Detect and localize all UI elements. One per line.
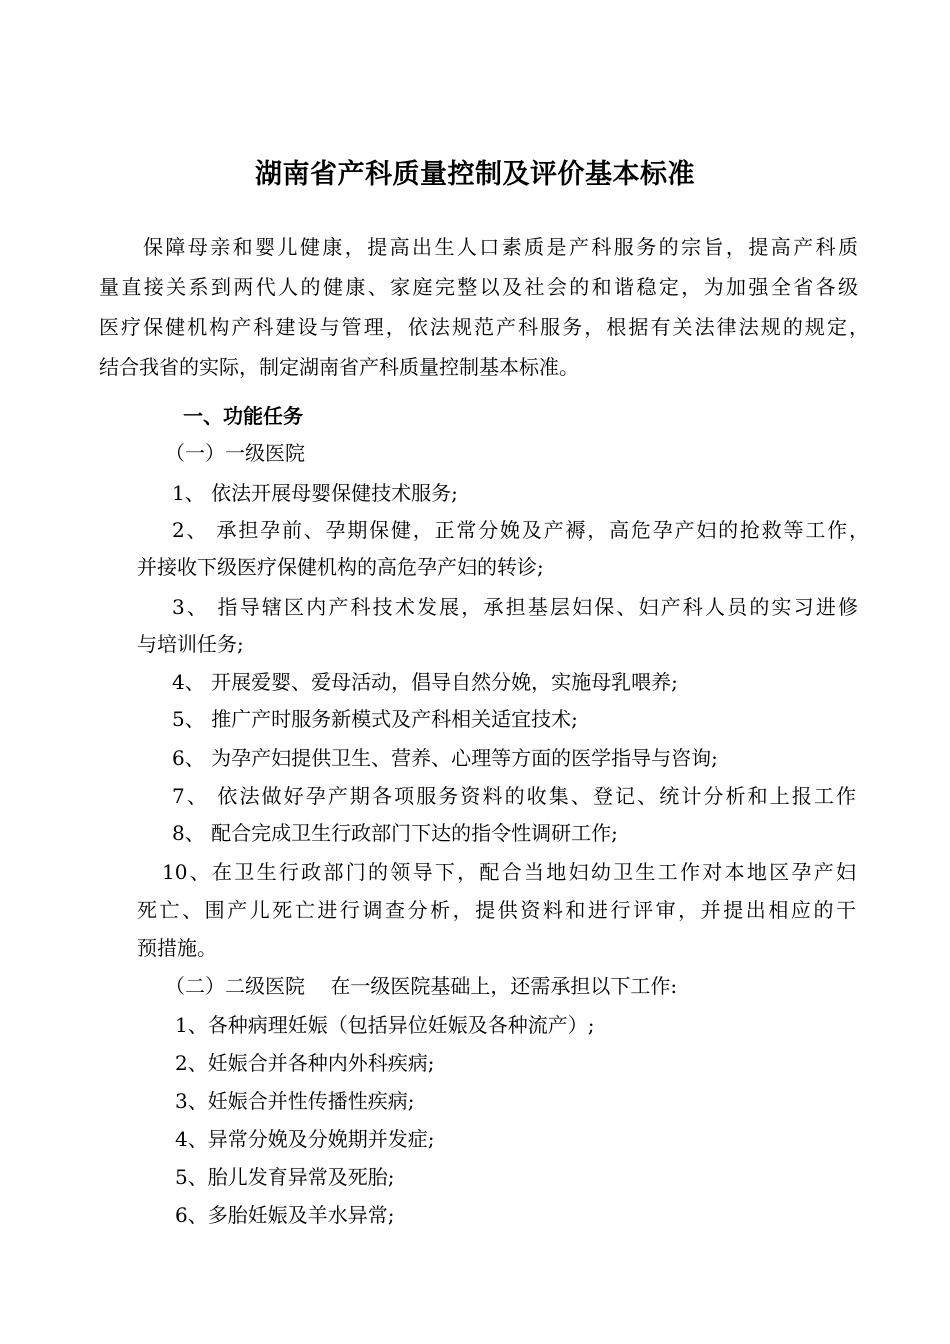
- list-item: 2、妊娠合并各种内外科疾病;: [175, 1051, 435, 1075]
- list-item-continuation: 与培训任务;: [137, 632, 244, 656]
- intro-line: 结合我省的实际，制定湖南省产科质量控制基本标准。: [99, 355, 579, 379]
- list-item: 4、异常分娩及分娩期并发症;: [175, 1127, 435, 1151]
- list-item: 3、 指导辖区内产科技术发展，承担基层妇保、妇产科人员的实习进修: [172, 595, 858, 619]
- document-title: 湖南省产科质量控制及评价基本标准: [255, 159, 695, 190]
- list-item-continuation: 并接收下级医疗保健机构的高危孕产妇的转诊;: [137, 555, 544, 579]
- list-item: 7、 依法做好孕产期各项服务资料的收集、登记、统计分析和上报工作: [172, 784, 856, 808]
- intro-line: 量直接关系到两代人的健康、家庭完整以及社会的和谐稳定，为加强全省各级: [99, 275, 858, 299]
- list-item: 1、 依法开展母婴保健技术服务;: [172, 481, 458, 505]
- list-item: 5、 推广产时服务新模式及产科相关适宜技术;: [172, 707, 578, 731]
- list-item: 2、 承担孕前、孕期保健，正常分娩及产褥，高危孕产妇的抢救等工作，: [172, 518, 869, 542]
- list-item: 6、 为孕产妇提供卫生、营养、心理等方面的医学指导与咨询;: [172, 746, 718, 770]
- list-item: 8、 配合完成卫生行政部门下达的指令性调研工作;: [172, 821, 618, 845]
- list-item: 3、妊娠合并性传播性疾病;: [175, 1089, 415, 1113]
- list-item: 6、多胎妊娠及羊水异常;: [175, 1203, 395, 1227]
- subsection-heading: （一）一级医院: [165, 441, 305, 465]
- subsection-heading: （二）二级医院 在一级医院基础上，还需承担以下工作:: [165, 974, 678, 998]
- list-item-continuation: 死亡、围产儿死亡进行调查分析，提供资料和进行评审，并提出相应的干: [137, 898, 856, 922]
- intro-line: 保障母亲和婴儿健康，提高出生人口素质是产科服务的宗旨，提高产科质: [143, 235, 858, 259]
- intro-line: 医疗保健机构产科建设与管理，依法规范产科服务，根据有关法律法规的规定，: [99, 315, 869, 339]
- list-item: 10、在卫生行政部门的领导下，配合当地妇幼卫生工作对本地区孕产妇: [162, 860, 856, 884]
- list-item: 4、 开展爱婴、爱母活动，倡导自然分娩，实施母乳喂养;: [172, 670, 678, 694]
- list-item: 5、胎儿发育异常及死胎;: [175, 1165, 395, 1189]
- section-heading: 一、功能任务: [183, 404, 303, 428]
- list-item: 1、各种病理妊娠（包括异位妊娠及各种流产）;: [175, 1013, 595, 1037]
- list-item-continuation: 预措施。: [137, 936, 217, 960]
